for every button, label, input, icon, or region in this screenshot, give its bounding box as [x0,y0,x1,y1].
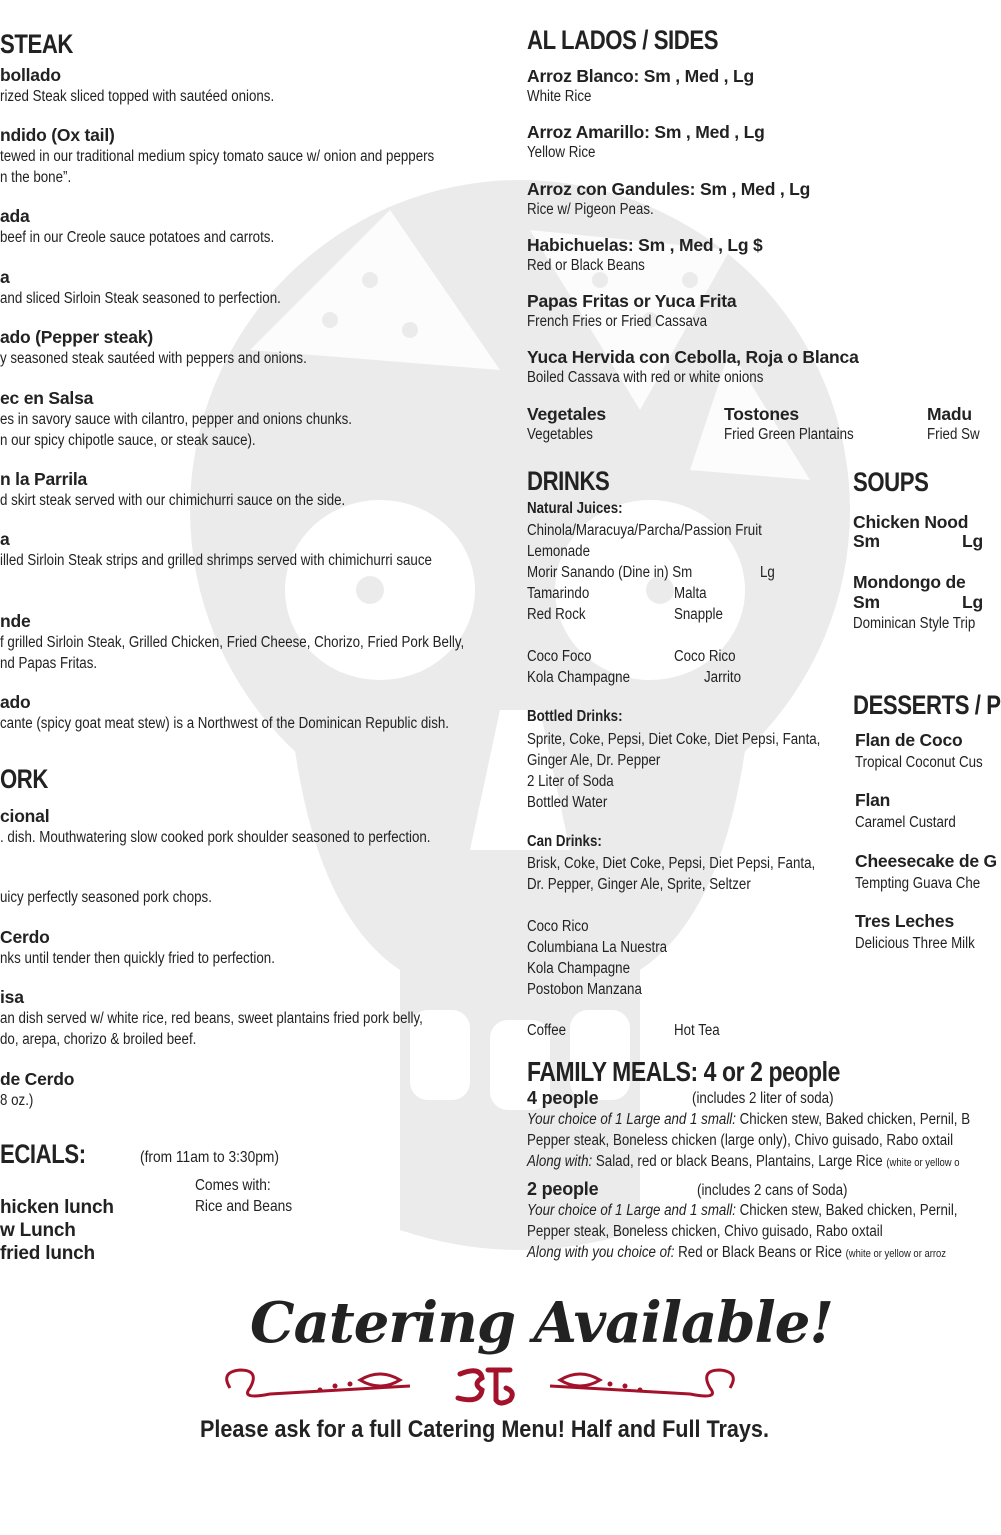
drink-item: Red Rock [527,606,586,623]
menu-item-desc: do, arepa, chorizo & broiled beef. [0,1031,197,1048]
soup-desc: Dominican Style Trip [853,615,976,632]
menu-item-desc: 8 oz.) [0,1092,34,1109]
drink-item: Malta [674,585,707,602]
soup-size: Lg [962,592,983,612]
drink-item: Coco Foco [527,648,592,665]
menu-item-desc: d skirt steak served with our chimichurri sauce on the side. [0,492,346,509]
section-title-sides: AL LADOS / SIDES [527,25,719,55]
dessert-desc: Tropical Coconut Cus [855,754,983,771]
menu-item-desc: n our spicy chipotle sauce, or steak sauce). [0,432,256,449]
side-vegetales: Vegetales [527,404,606,424]
drink-item: Columbiana La Nuestra [527,939,668,956]
drink-item: Jarrito [704,669,742,686]
side-item-desc: Yellow Rice [527,144,596,161]
side-maduros: Madu [927,404,972,424]
menu-item-desc: beef in our Creole sauce potatoes and carrots. [0,229,275,246]
side-item-desc: French Fries or Fried Cassava [527,313,708,330]
soup-size: Sm [853,592,880,612]
family-4-along-small: (white or yellow o [886,1157,960,1169]
menu-item-desc: tewed in our traditional medium spicy tomato sauce w/ onion and peppers [0,148,435,165]
drink-item: Sprite, Coke, Pepsi, Diet Coke, Diet Pepsi, Fanta, [527,731,821,748]
family-2-choice [527,1200,958,1221]
specials-rice-beans: Rice and Beans [195,1198,293,1215]
dessert-name: Tres Leches [855,911,954,931]
section-title-steak: STEAK [0,29,73,59]
dessert-desc: Tempting Guava Che [855,875,981,892]
specials-hours: (from 11am to 3:30pm) [140,1149,279,1166]
drink-size: Lg [760,564,775,581]
family-2-along-label: Along with you choice of: [527,1244,675,1261]
drink-item: Coco Rico [674,648,736,665]
side-tostones: Tostones [724,404,799,424]
family-4-label: 4 people [527,1088,599,1108]
ornament-flourish-icon [210,1360,750,1410]
menu-item-desc: cante (spicy goat meat stew) is a Northwest of the Dominican Republic dish. [0,715,449,732]
drink-item: Tamarindo [527,585,590,602]
soup-size: Lg [962,531,983,551]
menu-item-name: ndido (Ox tail) [0,125,115,145]
dessert-name: Flan de Coco [855,730,963,750]
soup-size: Sm [853,531,880,551]
family-4-along [527,1151,959,1174]
menu-item-name: ada [0,206,30,226]
specials-item: w Lunch [0,1220,76,1241]
family-2-line2: Pepper steak, Boneless chicken, Chivo guisado, Rabo oxtail [527,1223,883,1240]
soup-name: Chicken Nood [853,512,969,532]
menu-item-name: bollado [0,65,61,85]
natural-juices-title: Natural Juices: [527,500,623,517]
side-item-desc: Red or Black Beans [527,257,645,274]
side-item-name: Habichuelas: Sm , Med , Lg $ [527,235,763,255]
dessert-desc: Caramel Custard [855,814,956,831]
catering-cta: Please ask for a full Catering Menu! Half and Full Trays. [200,1416,769,1443]
family-4-along-text: Salad, red or black Beans, Plantains, Large Rice [595,1153,883,1170]
drink-item: Hot Tea [674,1022,720,1039]
menu-item-desc: and sliced Sirloin Steak seasoned to perfection. [0,290,281,307]
drink-item: Brisk, Coke, Diet Coke, Pepsi, Diet Pepsi, Fanta, [527,855,816,872]
side-item-name: Arroz Blanco: Sm , Med , Lg [527,66,754,86]
menu-item-name: Cerdo [0,927,50,947]
drink-item: Coffee [527,1022,567,1039]
drink-item: Dr. Pepper, Ginger Ale, Sprite, Seltzer [527,876,751,893]
family-4-note: (includes 2 liter of soda) [692,1090,834,1107]
menu-item-desc: n the bone”. [0,169,72,186]
specials-item: fried lunch [0,1243,95,1264]
menu-item-desc: f grilled Sirloin Steak, Grilled Chicken, Fried Cheese, Chorizo, Fried Pork Belly, [0,634,465,651]
menu-item-name: a [0,267,10,287]
section-title-specials: ECIALS: [0,1139,86,1169]
side-maduros-desc: Fried Sw [927,426,980,443]
side-item-name: Yuca Hervida con Cebolla, Roja o Blanca [527,347,859,367]
can-drinks-title: Can Drinks: [527,833,602,850]
family-4-choice-text: Chicken stew, Baked chicken, Pernil, B [739,1111,971,1128]
specials-comes-with: Comes with: [195,1177,271,1194]
menu-item-desc: y seasoned steak sautéed with peppers and onions. [0,350,307,367]
side-item-desc: Rice w/ Pigeon Peas. [527,201,654,218]
drink-item: Morir Sanando (Dine in) Sm [527,564,693,581]
section-title-drinks: DRINKS [527,466,610,496]
family-2-note: (includes 2 cans of Soda) [697,1182,848,1199]
drink-item: Kola Champagne [527,960,631,977]
bottled-drinks-title: Bottled Drinks: [527,708,623,725]
menu-item-name: ec en Salsa [0,388,94,408]
menu-item-desc: nd Papas Fritas. [0,655,98,672]
side-item-desc: Boiled Cassava with red or white onions [527,369,764,386]
menu-item-name: ado [0,692,31,712]
family-2-label: 2 people [527,1179,599,1199]
menu-item-name: isa [0,987,24,1007]
side-item-desc: White Rice [527,88,592,105]
drink-item: Postobon Manzana [527,981,642,998]
menu-item-desc: . dish. Mouthwatering slow cooked pork shoulder seasoned to perfection. [0,829,431,846]
section-title-pork: ORK [0,764,48,794]
family-4-line2: Pepper steak, Boneless chicken (large only), Chivo guisado, Rabo oxtail [527,1132,954,1149]
dessert-desc: Delicious Three Milk [855,935,975,952]
menu-item-name: n la Parrila [0,469,88,489]
side-item-name: Arroz Amarillo: Sm , Med , Lg [527,122,765,142]
drink-item: Bottled Water [527,794,608,811]
family-2-choice-text: Chicken stew, Baked chicken, Pernil, [739,1202,958,1219]
section-title-soups: SOUPS [853,467,929,497]
family-2-choice-label: Your choice of 1 Large and 1 small: [527,1202,736,1219]
menu-item-desc: an dish served w/ white rice, red beans, sweet plantains fried pork belly, [0,1010,423,1027]
family-4-along-label: Along with: [527,1153,593,1170]
section-title-desserts: DESSERTS / P [853,690,1001,720]
soup-name: Mondongo de [853,572,966,592]
menu-item-desc: nks until tender then quickly fried to perfection. [0,950,275,967]
section-title-family: FAMILY MEALS: 4 or 2 people [527,1056,840,1087]
drink-item: Kola Champagne [527,669,631,686]
drink-item: 2 Liter of Soda [527,773,614,790]
menu-item-desc: es in savory sauce with cilantro, pepper and onions chunks. [0,411,352,428]
drink-item: Snapple [674,606,723,623]
side-item-name: Papas Fritas or Yuca Frita [527,291,737,311]
menu-item-name: nde [0,611,31,631]
family-4-choice-label: Your choice of 1 Large and 1 small: [527,1111,736,1128]
family-2-along [527,1242,946,1265]
menu-item-name: cional [0,806,50,826]
specials-item: hicken lunch [0,1197,114,1218]
dessert-name: Cheesecake de G [855,851,997,871]
menu-item-name: a [0,529,10,549]
side-vegetales-desc: Vegetables [527,426,593,443]
drink-item: Lemonade [527,543,591,560]
drink-item: Chinola/Maracuya/Parcha/Passion Fruit [527,522,762,539]
family-2-along-small: (white or yellow or arroz [845,1248,947,1260]
menu-item-name: ado (Pepper steak) [0,327,153,347]
family-2-along-text: Red or Black Beans or Rice [678,1244,842,1261]
drink-item: Ginger Ale, Dr. Pepper [527,752,661,769]
menu-item-desc: illed Sirloin Steak strips and grilled shrimps served with chimichurri sauce [0,552,432,569]
menu-item-name: de Cerdo [0,1069,75,1089]
drink-item: Coco Rico [527,918,589,935]
menu-item-desc: rized Steak sliced topped with sautéed onions. [0,88,275,105]
catering-title: Catering Available! [250,1290,833,1356]
side-item-name: Arroz con Gandules: Sm , Med , Lg [527,179,811,199]
family-4-choice [527,1109,970,1130]
dessert-name: Flan [855,790,891,810]
menu-item-desc: uicy perfectly seasoned pork chops. [0,889,212,906]
side-tostones-desc: Fried Green Plantains [724,426,854,443]
